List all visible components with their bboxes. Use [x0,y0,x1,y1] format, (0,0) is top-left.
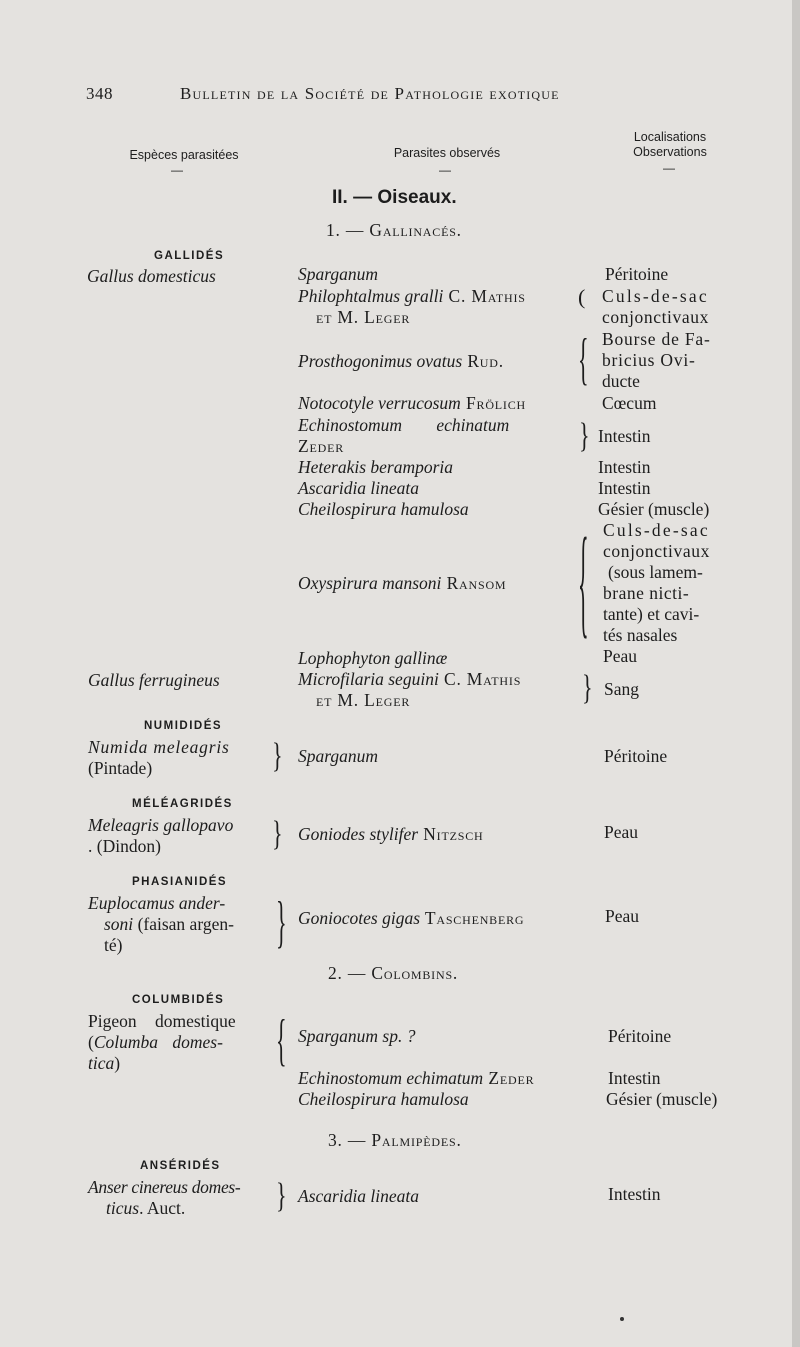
page-number: 348 [86,84,113,103]
group-heading-gallinaces: 1. — Gallinacés. [326,220,462,240]
host-pigeon: Pigeon domestique [88,1011,236,1031]
column-dash-species: — [171,163,183,177]
parasite-philophtalmus-authors: et M. Leger [316,307,411,327]
brace-pigeon: { [276,1006,287,1072]
column-dash-parasites: — [439,163,451,177]
parasite-notocotyle: Notocotyle verrucosum Frölich [298,393,526,413]
family-label-meleagrides: MÉLÉAGRIDÉS [132,798,233,810]
parasite-cheilospirura-col: Cheilospirura hamulosa [298,1089,469,1109]
brace-prosthogonimus: { [578,325,589,391]
family-label-columbides: COLUMBIDÉS [132,994,225,1006]
host-euplocamus: Euplocamus ander- [88,893,226,913]
family-label-gallides: GALLIDÉS [154,250,225,262]
brace-anser: } [276,1174,287,1215]
parasite-ascaridia: Ascaridia lineata [298,478,420,498]
loc-oxy-culs: Culs-de-sac [603,520,710,540]
host-anser-line2: ticus. Auct. [106,1198,186,1218]
brace-oxyspirura: { [578,509,589,650]
parasite-lophophyton: Lophophyton gallinæ [298,648,448,668]
parasite-oxyspirura: Oxyspirura mansoni Ransom [298,573,507,593]
family-label-anserides: ANSÉRIDÉS [140,1160,221,1172]
running-title: Bulletin de la Société de Pathologie exotique [180,84,560,103]
loc-peau-euplocamus: Peau [605,906,640,926]
column-heading-parasites: Parasites observés [393,146,501,160]
brace-numida: } [272,734,283,775]
group-heading-palmipedes: 3. — Palmipèdes. [328,1130,462,1150]
loc-culs-de-sac: Culs-de-sac [602,286,709,306]
parasite-ascaridia-anser: Ascaridia lineata [298,1186,420,1206]
column-heading-localisations: Localisations [633,130,707,144]
parasite-sparganum: Sparganum [298,264,379,284]
group-heading-colombins: 2. — Colombins. [328,963,459,983]
host-anser: Anser cinereus domes- [88,1177,241,1197]
parasite-philophtalmus: Philophtalmus gralli C. Mathis [298,286,526,306]
brace-echinostomum: } [579,414,590,455]
loc-intestin-pigeon: Intestin [608,1068,661,1088]
host-euplocamus-line2: soni (faisan argen- [104,914,234,934]
loc-oxy-cavites: tante) et cavi- [603,604,700,624]
loc-bourse: Bourse de Fa- [602,329,711,349]
loc-peritoine-pigeon: Péritoine [608,1026,672,1046]
loc-oxy-nictitante: brane nicti- [603,583,690,603]
loc-oxy-sous-membrane: (sous lamem- [608,562,703,582]
host-gallus-domesticus: Gallus domesticus [87,266,216,286]
parasite-sparganum-numida: Sparganum [298,746,379,766]
brace-microfilaria: } [582,666,593,707]
section-title: II. — Oiseaux. [332,187,457,208]
loc-sang: Sang [604,679,639,699]
loc-intestin-anser: Intestin [608,1184,661,1204]
host-numida-common: (Pintade) [88,758,153,778]
host-euplocamus-line3: té) [104,935,123,955]
column-dash-localisations: — [663,161,675,175]
loc-gesier-pigeon: Gésier (muscle) [606,1089,718,1109]
loc-oxy-conjonctivaux: conjonctivaux [603,541,710,561]
brace-meleagris: } [272,812,283,853]
loc-ducte: ducte [602,371,640,391]
family-label-phasianides: PHASIANIDÉS [132,876,228,888]
page-edge [792,0,800,1347]
loc-gesier: Gésier (muscle) [598,499,710,519]
parasite-heterakis: Heterakis beramporia [298,457,454,477]
parasite-echinostomum: Echinostomum echinatum [298,415,510,435]
column-heading-observations: Observations [633,145,707,159]
parasite-cheilospirura: Cheilospirura hamulosa [298,499,469,519]
brace-euplocamus: } [276,888,287,954]
loc-peritoine-numida: Péritoine [604,746,668,766]
loc-bricius: bricius Ovi- [602,350,696,370]
loc-peritoine: Péritoine [605,264,669,284]
host-numida-meleagris: Numida meleagris [88,737,230,757]
loc-peau-meleagris: Peau [604,822,639,842]
brace-philophtalmus: ( [578,285,586,309]
host-gallus-ferrugineus: Gallus ferrugineus [88,670,220,690]
host-pigeon-latin: (Columba domes- [88,1032,223,1052]
loc-intestin-ascaridia: Intestin [598,478,651,498]
parasite-echinostomum-author: Zeder [298,436,345,456]
host-meleagris-common: . (Dindon) [88,836,161,856]
parasite-sparganum-sp: Sparganum sp. ? [298,1026,416,1046]
loc-oxy-nasales: tés nasales [603,625,678,645]
host-meleagris-gallopavo: Meleagris gallopavo [88,815,234,835]
family-label-numidides: NUMIDIDÉS [144,720,223,732]
loc-caecum: Cœcum [602,393,657,413]
parasite-microfilaria: Microfilaria seguini C. Mathis [298,669,522,689]
loc-peau-lophophyton: Peau [603,646,638,666]
loc-conjonctivaux: conjonctivaux [602,307,709,327]
loc-intestin-heterakis: Intestin [598,457,651,477]
loc-intestin-echinostomum: Intestin [598,426,651,446]
parasite-goniodes: Goniodes stylifer Nitzsch [298,824,484,844]
parasite-microfilaria-authors: et M. Leger [316,690,411,710]
host-pigeon-latin-end: tica) [88,1053,121,1073]
parasite-goniocotes: Goniocotes gigas Taschenberg [298,908,525,928]
ink-speck [620,1317,624,1321]
parasite-echinostomum-col: Echinostomum echimatum Zeder [298,1068,535,1088]
parasite-prosthogonimus: Prosthogonimus ovatus Rud. [298,351,504,371]
column-heading-species: Espèces parasitées [129,148,239,162]
